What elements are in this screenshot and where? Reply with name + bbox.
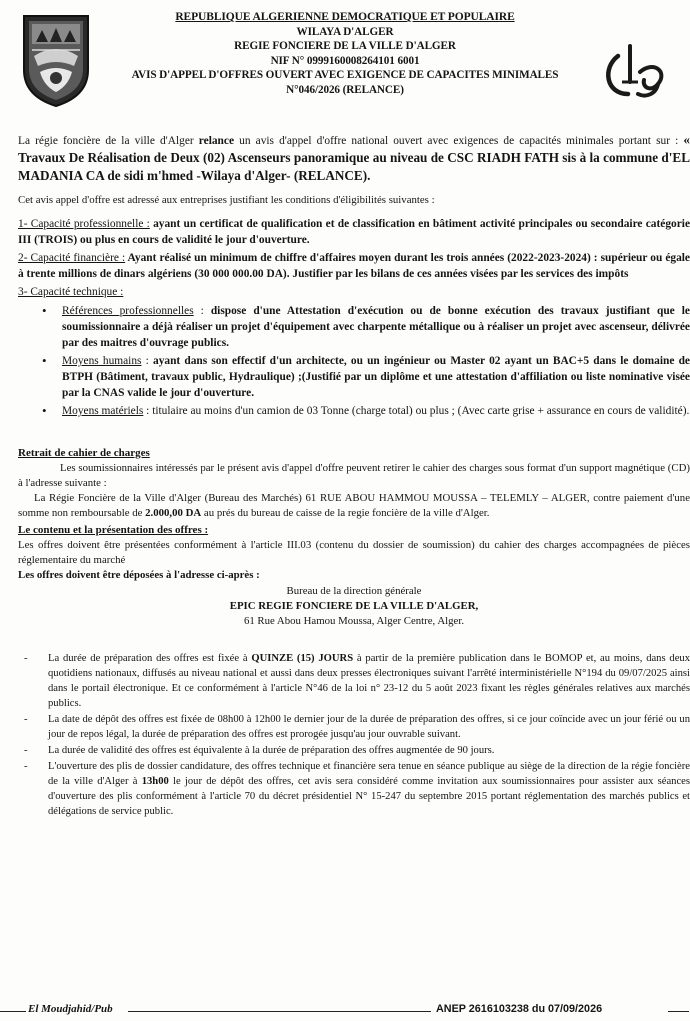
deposit-address: Bureau de la direction générale EPIC REGIE FONCIERE DE LA VILLE D'ALGER, 61 Rue Abou Hamou Moussa, Alger Centre, Alger. bbox=[229, 585, 479, 627]
footer-rule bbox=[0, 1011, 26, 1012]
notice-body bbox=[18, 130, 690, 820]
wilaya-crest-icon bbox=[20, 12, 92, 108]
list-item: - L'ouverture des plis de dossier candidature, des offres technique et financière sera tenue en séance publique au siège de la direction de la régie foncière de la ville d'Alger à 13h00 le jour de dépôt des offres, cet avis sera considéré comme invitation aux soumissionnaires pour assister aux séances d'ouverture des plis conformément à l'article 70 du décret présidentiel N° 15-247 du septembre 2015 portant réglementation des marchés publics et délégations de service public. bbox=[18, 759, 690, 819]
anep-reference: ANEP 2616103238 du 07/09/2026 bbox=[436, 1003, 603, 1015]
list-item: • Références professionnelles : dispose d'une Attestation d'exécution ou de bonne exécution des travaux justifiant que le soumissionnaire a déjà réaliser un projet d'équipement avec charpente métallique ou à réaliser un projet avec ascenseur, délivrée par des maitres d'ouvrage publics. bbox=[18, 303, 690, 351]
regie-logo-icon bbox=[598, 38, 668, 100]
notice-header bbox=[100, 10, 590, 98]
conditions-list bbox=[18, 651, 690, 819]
footer bbox=[0, 1002, 689, 1020]
nif-number: NIF N° 0999160008264101 6001 bbox=[270, 54, 420, 67]
retrait-paragraph: Les soumissionnaires intéressés par le présent avis d'appel d'offre peuvent retirer le cahier des charges sous format d'un support magnétique (CD) à l'adresse suivante : bbox=[18, 462, 690, 489]
footer-rule bbox=[668, 1011, 689, 1012]
list-item: - La date de dépôt des offres est fixée de 08h00 à 12h00 le dernier jour de la durée de préparation des offres, si ce jour coïncide avec un jour férié ou un jour de repos légal, la durée de préparation des offres est prorogée jusqu'au jour ouvrable suivant. bbox=[18, 712, 690, 742]
list-item: - La durée de préparation des offres est fixée à QUINZE (15) JOURS à partir de la première publication dans le BOMOP et, au moins, dans deux quotidiens nationaux, diffusés au niveau national et aussi dans deux presses électroniques suivant l'arrêté interministérielle N°194 du 09/07/2025 ainsi dans le portail électronique. Et ce conformément à l'article N°46 de la loi n° 23-12 du 5 août 2023 fixant les règles générales relatives aux marchés publics. bbox=[18, 651, 690, 711]
regie-title: REGIE FONCIERE DE LA VILLE D'ALGER bbox=[234, 40, 456, 53]
capacity-professional: 1- Capacité professionnelle : ayant un certificat de qualification et de classification en bâtiment activité principales ou secondaire catégorie III (TROIS) ou plus en cours de validité le jour d'ouverture. bbox=[18, 218, 690, 246]
list-item: - La durée de validité des offres est équivalente à la durée de préparation des offres augmentée de 90 jours. bbox=[18, 743, 690, 758]
retrait-title: Retrait de cahier de charges bbox=[18, 447, 150, 459]
republic-title: REPUBLIQUE ALGERIENNE DEMOCRATIQUE ET POPULAIRE bbox=[175, 11, 515, 23]
project-title: « Travaux De Réalisation de Deux (02) Ascenseurs panoramique au niveau de CSC RIADH FATH sis à la commune d'EL MADANIA CA de sidi m'hmed -Wilaya d'Alger- (RELANCE). bbox=[18, 132, 690, 183]
technical-requirements-list bbox=[18, 303, 690, 419]
deposit-instruction: Les offres doivent être déposées à l'adresse ci-après : bbox=[18, 569, 260, 581]
wilaya-title: WILAYA D'ALGER bbox=[296, 25, 394, 38]
capacity-financial: 2- Capacité financière : Ayant réalisé un minimum de chiffre d'affaires moyen durant les trois années (2022-2023-2024) : supérieur ou égale à trente millions de dinars algériens (30 000 000.00 DA). Justifier par les bilans de ces années visées par les services des impôts bbox=[18, 252, 690, 280]
contenu-title: Le contenu et la présentation des offres : bbox=[18, 524, 209, 536]
notice-type: AVIS D'APPEL D'OFFRES OUVERT AVEC EXIGENCE DE CAPACITES MINIMALES bbox=[131, 69, 559, 82]
capacity-technical-label: 3- Capacité technique : bbox=[18, 286, 124, 298]
notice-number: N°046/2026 (RELANCE) bbox=[286, 83, 404, 96]
retrait-address: La Régie Foncière de la Ville d'Alger (Bureau des Marchés) 61 RUE ABOU HAMMOU MOUSSA – TELEMLY – ALGER, contre paiement d'une somme non remboursable de 2.000,00 DA au prés du bureau de caisse de la regie foncière de la ville d'Alger. bbox=[18, 492, 690, 519]
contenu-paragraph: Les offres doivent être présentées conformément à l'article III.03 (contenu du dossier de soumission) du cahier des charges accompagnées de pièces réglementaire du marché bbox=[18, 539, 690, 566]
intro-paragraph: La régie foncière de la ville d'Alger relance un avis d'appel d'offre national ouvert avec exigences de capacités minimales portant sur : « Travaux De Réalisation de Deux (02) Ascenseurs panoramique au niveau de CSC RIADH FATH sis à la commune d'EL MADANIA CA de sidi m'hmed -Wilaya d'Alger- (RELANCE). bbox=[18, 132, 690, 183]
footer-rule bbox=[128, 1011, 431, 1012]
list-item: • Moyens matériels : titulaire au moins d'un camion de 03 Tonne (charge total) ou plus ; (Avec carte grise + assurance en cours de validité). bbox=[18, 403, 690, 419]
list-item: • Moyens humains : ayant dans son effectif d'un architecte, ou un ingénieur ou Master 02 ayant un BAC+5 dans le domaine de BTPH (Bâtiment, travaux public, Hydraulique) ;(Justifié par un diplôme et une attestation d'affiliation ou liste nominative visée par la CNAS valide le jour d'ouverture. bbox=[18, 353, 690, 401]
publisher-label: El Moudjahid/Pub bbox=[28, 1003, 113, 1015]
eligibility-intro: Cet avis appel d'offre est adressé aux entreprises justifiant les conditions d'éligibilités suivantes : bbox=[18, 194, 435, 206]
